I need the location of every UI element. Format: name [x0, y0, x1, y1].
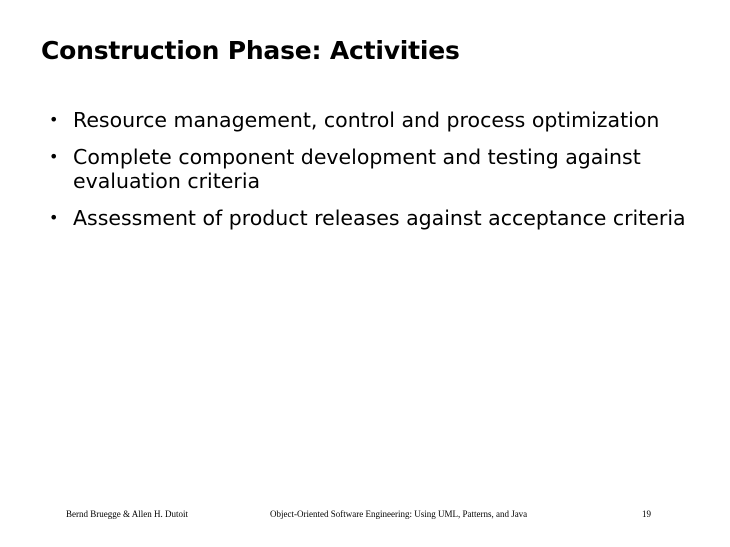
footer-page-number: 19 — [642, 509, 651, 519]
footer-authors: Bernd Bruegge & Allen H. Dutoit — [66, 509, 188, 519]
bullet-item: • Assessment of product releases against acceptance criteria — [49, 206, 709, 230]
bullet-item: • Resource management, control and process optimization — [49, 108, 709, 132]
bullet-list — [49, 108, 709, 243]
footer-book-title: Object-Oriented Software Engineering: Using UML, Patterns, and Java — [270, 509, 528, 519]
bullet-item: • Complete component development and testing against evaluation criteria — [49, 145, 709, 193]
slide-title: Construction Phase: Activities — [41, 36, 460, 65]
